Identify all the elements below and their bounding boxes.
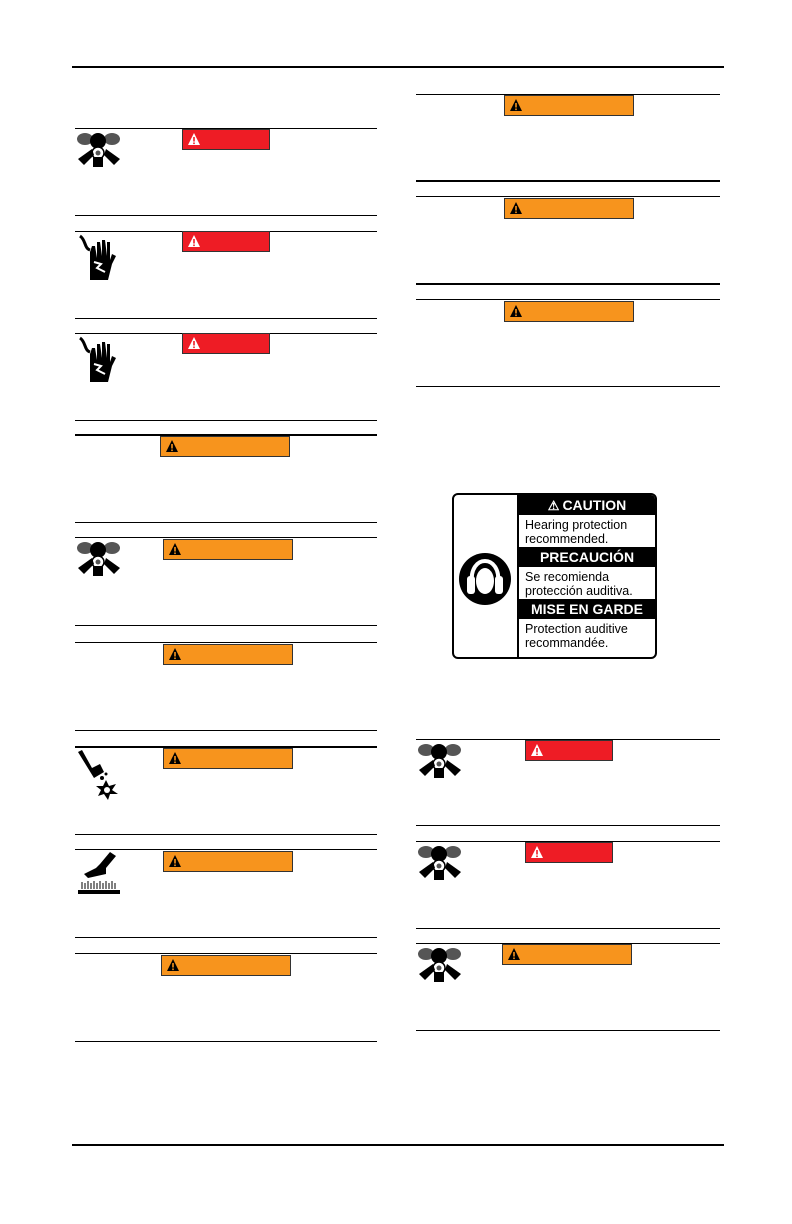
warning-badge: [163, 644, 293, 665]
label-pictogram: [454, 495, 519, 657]
alert-triangle-icon: [187, 336, 201, 350]
warning-badge: [160, 436, 290, 457]
block-rule: [75, 1041, 377, 1042]
block-rule: [75, 953, 377, 954]
precaucion-message: Se recomienda protección auditiva.: [525, 570, 633, 598]
danger-badge: [525, 740, 613, 761]
block-rule: [75, 849, 377, 850]
block-rule: [416, 825, 720, 826]
block-rule: [416, 180, 720, 182]
precaucion-heading: PRECAUCIÓN: [519, 547, 655, 567]
block-rule: [416, 1030, 720, 1031]
warning-badge: [163, 539, 293, 560]
block-rule: [75, 625, 377, 626]
header-rule: [72, 66, 724, 68]
alert-triangle-icon: [530, 743, 544, 757]
warning-badge: [504, 301, 634, 322]
danger-badge: [182, 333, 270, 354]
block-rule: [416, 386, 720, 387]
alert-triangle-icon: [507, 947, 521, 961]
block-rule: [75, 937, 377, 938]
hearing-protection-label: [452, 493, 657, 659]
alert-triangle-icon: [509, 201, 523, 215]
hot-surface-icon: [76, 852, 122, 901]
mise-en-garde-heading: MISE EN GARDE: [519, 599, 655, 619]
danger-badge: [182, 231, 270, 252]
exhaust-gas-icon: [417, 946, 463, 987]
hearing-protection-icon: [458, 552, 512, 606]
alert-triangle-icon: [530, 845, 544, 859]
alert-triangle-icon: [509, 98, 523, 112]
warning-badge: [161, 955, 291, 976]
alert-triangle-icon: ⚠: [547, 498, 560, 513]
block-rule: [75, 537, 377, 538]
block-rule: [75, 318, 377, 319]
block-rule: [75, 730, 377, 731]
electric-shock-icon: [76, 336, 122, 393]
block-rule: [416, 299, 720, 300]
alert-triangle-icon: [509, 304, 523, 318]
warning-badge: [502, 944, 632, 965]
alert-triangle-icon: [168, 751, 182, 765]
warning-badge: [163, 851, 293, 872]
caution-heading: ⚠ CAUTION: [519, 495, 655, 515]
block-rule: [416, 196, 720, 197]
alert-triangle-icon: [168, 854, 182, 868]
footer-rule: [72, 1144, 724, 1146]
block-rule: [75, 215, 377, 216]
moving-parts-icon: [76, 750, 122, 805]
block-rule: [75, 522, 377, 523]
alert-triangle-icon: [165, 439, 179, 453]
alert-triangle-icon: [168, 542, 182, 556]
block-rule: [75, 642, 377, 643]
warning-badge: [504, 95, 634, 116]
danger-badge: [182, 129, 270, 150]
exhaust-gas-icon: [417, 742, 463, 783]
electric-shock-icon: [76, 234, 122, 291]
mise-en-garde-message: Protection auditive recommandée.: [525, 622, 628, 650]
block-rule: [416, 928, 720, 929]
warning-badge: [504, 198, 634, 219]
block-rule: [416, 283, 720, 285]
alert-triangle-icon: [187, 132, 201, 146]
exhaust-gas-icon: [76, 131, 122, 172]
warning-badge: [163, 748, 293, 769]
caution-message: Hearing protection recommended.: [525, 518, 628, 546]
danger-badge: [525, 842, 613, 863]
block-rule: [75, 834, 377, 835]
alert-triangle-icon: [187, 234, 201, 248]
exhaust-gas-icon: [76, 540, 122, 581]
alert-triangle-icon: [168, 647, 182, 661]
exhaust-gas-icon: [417, 844, 463, 885]
block-rule: [75, 420, 377, 421]
alert-triangle-icon: [166, 958, 180, 972]
